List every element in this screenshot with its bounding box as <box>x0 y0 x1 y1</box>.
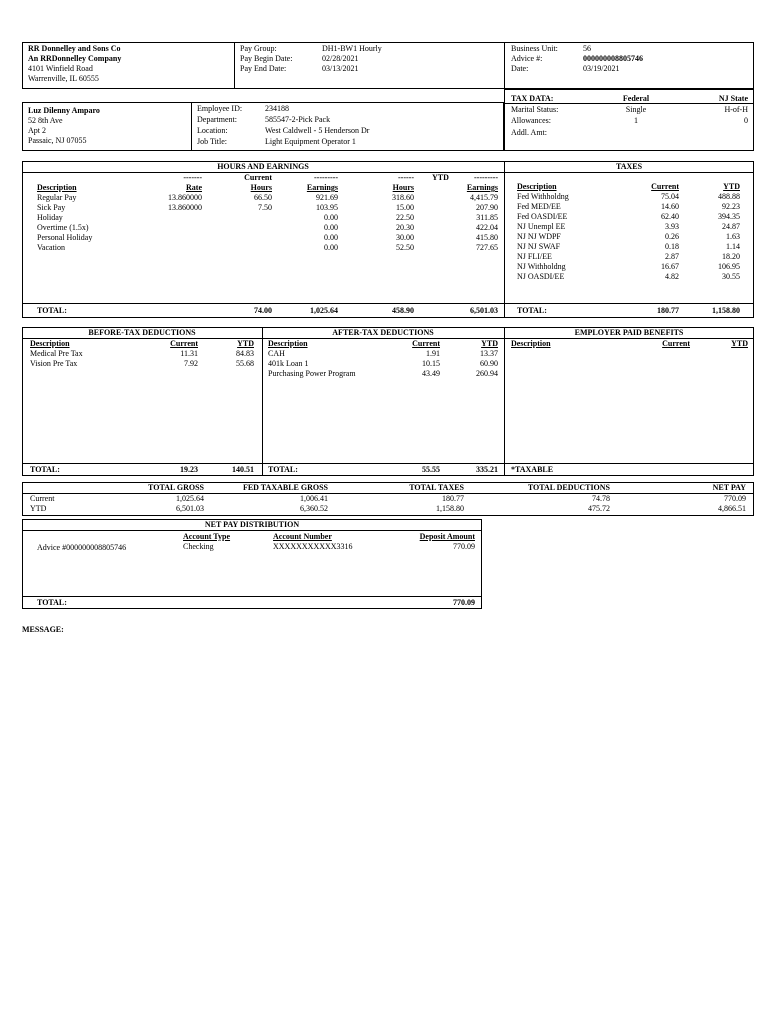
taxes-total-label: TOTAL: <box>517 306 547 315</box>
table-row <box>22 233 504 243</box>
table-row <box>22 223 504 233</box>
table-row <box>262 369 504 379</box>
earnings-desc: Sick Pay <box>37 203 66 212</box>
earnings-hours: 7.50 <box>258 203 272 212</box>
tax-desc: Fed Withholdng <box>517 192 569 201</box>
business-unit-label: Business Unit: <box>511 44 558 53</box>
after-tax-total-ytd: 335.21 <box>476 465 498 474</box>
location: West Caldwell - 5 Henderson Dr <box>265 126 370 135</box>
tax-ytd: 488.88 <box>718 192 740 201</box>
deduction-current: 7.92 <box>184 359 198 368</box>
earnings-col-description: Description <box>37 183 77 192</box>
marital-status-federal: Single <box>625 105 647 114</box>
employee-id-label: Employee ID: <box>197 104 243 113</box>
pay-begin-date: 02/28/2021 <box>322 54 359 63</box>
summary-col-total-taxes: TOTAL TAXES <box>409 483 464 492</box>
tax-desc: Fed OASDI/EE <box>517 212 568 221</box>
deduction-current: 1.91 <box>426 349 440 358</box>
table-row <box>504 192 754 202</box>
earnings-rows <box>22 193 504 253</box>
table-row <box>22 203 504 213</box>
tax-desc: NJ OASDI/EE <box>517 272 565 281</box>
earnings-total-amount: 1,025.64 <box>310 306 338 315</box>
summary-ytd-taxes: 1,158.80 <box>436 504 464 513</box>
company-address2: Warrenville, IL 60555 <box>28 74 99 83</box>
earnings-col-earnings: Earnings <box>306 183 338 192</box>
distribution-total-amount: 770.09 <box>453 598 475 607</box>
allowances-federal: 1 <box>634 116 638 125</box>
earnings-rate: 13.860000 <box>168 203 202 212</box>
deduction-ytd: 260.94 <box>476 369 498 378</box>
tax-current: 0.26 <box>665 232 679 241</box>
earnings-ytd-amount: 422.04 <box>476 223 498 232</box>
earnings-ytd-hours: 20.30 <box>396 223 414 232</box>
table-row <box>22 213 504 223</box>
deduction-ytd: 55.68 <box>236 359 254 368</box>
earnings-col-rate: Rate <box>186 183 202 192</box>
taxable-note: *TAXABLE <box>511 465 554 474</box>
addl-amt-label: Addl. Amt: <box>511 128 548 137</box>
taxes-col-description: Description <box>517 182 557 191</box>
earnings-desc: Personal Holiday <box>37 233 93 242</box>
advice-number: 000000008805746 <box>583 54 643 63</box>
deduction-ytd: 60.90 <box>480 359 498 368</box>
summary-current-fed: 1,006.41 <box>300 494 328 503</box>
table-row <box>504 272 754 282</box>
job-title-label: Job Title: <box>197 137 228 146</box>
tax-ytd: 92.23 <box>722 202 740 211</box>
table-row <box>262 359 504 369</box>
earnings-amount: 921.69 <box>316 193 338 202</box>
deduction-desc: CAH <box>268 349 285 358</box>
table-row <box>22 193 504 203</box>
pay-group-label: Pay Group: <box>240 44 277 53</box>
earnings-col-hours: Hours <box>250 183 272 192</box>
employee-address3: Passaic, NJ 07055 <box>28 136 87 145</box>
employer-benefits-title: EMPLOYER PAID BENEFITS <box>574 328 684 337</box>
employee-id: 234188 <box>265 104 289 113</box>
summary-col-net-pay: NET PAY <box>712 483 746 492</box>
table-row <box>22 359 262 369</box>
earnings-ytd-amount: 4,415.79 <box>470 193 498 202</box>
ytd-group-label: YTD <box>432 173 449 182</box>
table-row <box>504 212 754 222</box>
deduction-ytd: 84.83 <box>236 349 254 358</box>
tax-ytd: 18.20 <box>722 252 740 261</box>
table-row <box>22 349 262 359</box>
job-title: Light Equipment Operator 1 <box>265 137 356 146</box>
earnings-hours: 66.50 <box>254 193 272 202</box>
earnings-ytd-hours: 30.00 <box>396 233 414 242</box>
before-tax-total-ytd: 140.51 <box>232 465 254 474</box>
summary-col-total-gross: TOTAL GROSS <box>148 483 204 492</box>
deduction-current: 11.31 <box>180 349 198 358</box>
allowances-state: 0 <box>744 116 748 125</box>
pay-begin-label: Pay Begin Date: <box>240 54 293 63</box>
earnings-ytd-hours: 318.60 <box>392 193 414 202</box>
employee-address1: 52 8th Ave <box>28 116 63 125</box>
taxes-col-ytd: YTD <box>723 182 740 191</box>
table-row <box>504 242 754 252</box>
tax-current: 16.67 <box>661 262 679 271</box>
before-tax-title: BEFORE-TAX DEDUCTIONS <box>88 328 196 337</box>
table-row <box>504 262 754 272</box>
summary-current-taxes: 180.77 <box>442 494 464 503</box>
table-row <box>504 202 754 212</box>
marital-status-state: H-of-H <box>724 105 748 114</box>
distribution-col-account-number: Account Number <box>273 532 332 541</box>
deduction-current: 43.49 <box>422 369 440 378</box>
after-tax-col-ytd: YTD <box>481 339 498 348</box>
allowances-label: Allowances: <box>511 116 551 125</box>
employee-name: Luz Dilenny Amparo <box>28 106 100 115</box>
department: 585547-2-Pick Pack <box>265 115 331 124</box>
earnings-col-ytd-hours: Hours <box>392 183 414 192</box>
summary-col-total-deductions: TOTAL DEDUCTIONS <box>527 483 610 492</box>
summary-ytd-gross: 6,501.03 <box>176 504 204 513</box>
summary-ytd-label: YTD <box>30 504 47 513</box>
date-label: Date: <box>511 64 529 73</box>
pay-group: DH1-BW1 Hourly <box>322 44 382 53</box>
earnings-ytd-amount: 207.90 <box>476 203 498 212</box>
header-box <box>22 42 754 89</box>
earnings-ytd-amount: 415.80 <box>476 233 498 242</box>
earnings-ytd-hours: 22.50 <box>396 213 414 222</box>
message-label: MESSAGE: <box>22 625 64 634</box>
table-row <box>504 252 754 262</box>
before-tax-col-ytd: YTD <box>237 339 254 348</box>
after-tax-title: AFTER-TAX DEDUCTIONS <box>332 328 434 337</box>
tax-desc: NJ FLI/EE <box>517 252 552 261</box>
deduction-desc: 401k Loan 1 <box>268 359 309 368</box>
tax-current: 3.93 <box>665 222 679 231</box>
earnings-col-ytd-earnings: Earnings <box>466 183 498 192</box>
distribution-col-deposit-amount: Deposit Amount <box>419 532 475 541</box>
taxes-total-current: 180.77 <box>657 306 679 315</box>
business-unit: 56 <box>583 44 591 53</box>
summary-ytd-net: 4,866.51 <box>718 504 746 513</box>
table-row <box>504 232 754 242</box>
ytd-earnings-dashes: --------- <box>474 173 498 182</box>
current-group-label: Current <box>244 173 272 182</box>
summary-col-fed-taxable-gross: FED TAXABLE GROSS <box>242 483 328 492</box>
tax-current: 4.82 <box>665 272 679 281</box>
before-tax-total-current: 19.23 <box>180 465 198 474</box>
tax-data-title: TAX DATA: <box>511 94 554 103</box>
summary-current-gross: 1,025.64 <box>176 494 204 503</box>
tax-ytd: 106.95 <box>718 262 740 271</box>
department-label: Department: <box>197 115 237 124</box>
deduction-desc: Vision Pre Tax <box>30 359 78 368</box>
after-tax-total-current: 55.55 <box>422 465 440 474</box>
earnings-total-ytd-hours: 458.90 <box>392 306 414 315</box>
summary-current-label: Current <box>30 494 55 503</box>
tax-ytd: 1.63 <box>726 232 740 241</box>
distribution-deposit-amount: 770.09 <box>453 542 475 551</box>
distribution-account-type: Checking <box>183 542 214 551</box>
earnings-amount: 0.00 <box>324 233 338 242</box>
net-pay-distribution-title: NET PAY DISTRIBUTION <box>204 520 300 529</box>
location-label: Location: <box>197 126 228 135</box>
earnings-desc: Regular Pay <box>37 193 77 202</box>
tax-desc: NJ NJ WDPF <box>517 232 561 241</box>
summary-ytd-deductions: 475.72 <box>588 504 610 513</box>
earnings-amount: 103.95 <box>316 203 338 212</box>
advice-label: Advice #: <box>511 54 543 63</box>
deduction-desc: Purchasing Power Program <box>268 369 356 378</box>
deduction-current: 10.15 <box>422 359 440 368</box>
tax-current: 2.87 <box>665 252 679 261</box>
before-tax-col-current: Current <box>170 339 198 348</box>
distribution-total-label: TOTAL: <box>37 598 67 607</box>
table-row <box>262 349 504 359</box>
table-row <box>22 243 504 253</box>
earnings-total-hours: 74.00 <box>254 306 272 315</box>
earnings-total-ytd-amount: 6,501.03 <box>470 306 498 315</box>
tax-desc: NJ Unempl EE <box>517 222 566 231</box>
earnings-amount: 0.00 <box>324 243 338 252</box>
earnings-desc: Overtime (1.5x) <box>37 223 89 232</box>
earnings-desc: Vacation <box>37 243 65 252</box>
taxes-rows <box>504 192 754 282</box>
after-tax-rows <box>262 349 504 379</box>
deduction-desc: Medical Pre Tax <box>30 349 83 358</box>
tax-ytd: 24.87 <box>722 222 740 231</box>
tax-desc: NJ NJ SWAF <box>517 242 561 251</box>
marital-status-label: Marital Status: <box>511 105 559 114</box>
tax-data-state: NJ State <box>718 94 748 103</box>
before-tax-col-description: Description <box>30 339 70 348</box>
earnings-ytd-amount: 727.65 <box>476 243 498 252</box>
after-tax-total-label: TOTAL: <box>268 465 298 474</box>
before-tax-total-label: TOTAL: <box>30 465 60 474</box>
summary-current-net: 770.09 <box>724 494 746 503</box>
earnings-ytd-hours: 15.00 <box>396 203 414 212</box>
pay-end-date: 03/13/2021 <box>322 64 359 73</box>
tax-ytd: 1.14 <box>726 242 740 251</box>
earnings-title: HOURS AND EARNINGS <box>217 162 309 171</box>
earnings-amount: 0.00 <box>324 213 338 222</box>
employer-col-current: Current <box>662 339 690 348</box>
tax-ytd: 30.55 <box>722 272 740 281</box>
company-parent: An RRDonnelley Company <box>28 54 122 63</box>
after-tax-col-description: Description <box>268 339 308 348</box>
tax-current: 62.40 <box>661 212 679 221</box>
summary-ytd-fed: 6,360.52 <box>300 504 328 513</box>
rate-dashes: ------- <box>183 173 202 182</box>
taxes-title: TAXES <box>615 162 643 171</box>
employer-col-ytd: YTD <box>731 339 748 348</box>
tax-current: 75.04 <box>661 192 679 201</box>
tax-ytd: 394.35 <box>718 212 740 221</box>
ytd-hours-dashes: ------ <box>398 173 414 182</box>
table-row <box>504 222 754 232</box>
distribution-advice: Advice #000000008805746 <box>37 543 127 552</box>
before-tax-rows <box>22 349 262 369</box>
taxes-total-ytd: 1,158.80 <box>712 306 740 315</box>
pay-end-label: Pay End Date: <box>240 64 287 73</box>
distribution-account-number: XXXXXXXXXXX3316 <box>273 542 353 551</box>
company-name: RR Donnelley and Sons Co <box>28 44 121 53</box>
earnings-desc: Holiday <box>37 213 63 222</box>
deduction-ytd: 13.37 <box>480 349 498 358</box>
tax-current: 0.18 <box>665 242 679 251</box>
tax-desc: NJ Withholdng <box>517 262 566 271</box>
taxes-col-current: Current <box>651 182 679 191</box>
current-earnings-dashes: --------- <box>314 173 338 182</box>
earnings-total-label: TOTAL: <box>37 306 67 315</box>
company-address1: 4101 Winfield Road <box>28 64 93 73</box>
after-tax-col-current: Current <box>412 339 440 348</box>
earnings-ytd-amount: 311.85 <box>476 213 498 222</box>
summary-current-deductions: 74.78 <box>592 494 610 503</box>
earnings-rate: 13.860000 <box>168 193 202 202</box>
earnings-amount: 0.00 <box>324 223 338 232</box>
distribution-col-account-type: Account Type <box>183 532 231 541</box>
tax-desc: Fed MED/EE <box>517 202 561 211</box>
advice-date: 03/19/2021 <box>583 64 620 73</box>
employer-col-description: Description <box>511 339 551 348</box>
tax-current: 14.60 <box>661 202 679 211</box>
employee-address2: Apt 2 <box>28 126 46 135</box>
tax-data-federal: Federal <box>622 94 650 103</box>
earnings-ytd-hours: 52.50 <box>396 243 414 252</box>
